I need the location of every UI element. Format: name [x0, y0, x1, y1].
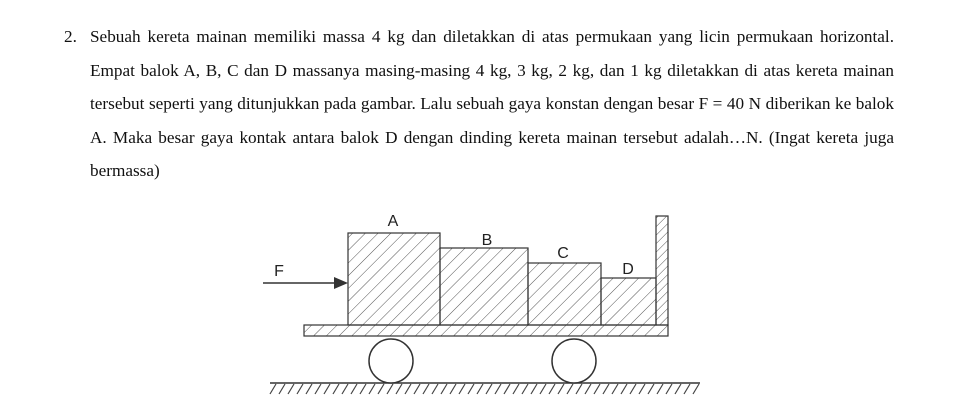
- block-a: [348, 233, 440, 325]
- cart-wall: [656, 216, 668, 325]
- wheel-right: [552, 339, 596, 383]
- problem-number: 2.: [64, 27, 77, 46]
- block-d-label: D: [622, 261, 634, 278]
- block-d: [601, 278, 656, 325]
- block-c: [528, 263, 601, 325]
- block-a-label: A: [387, 213, 399, 230]
- block-c-label: C: [557, 245, 569, 262]
- problem-text: Sebuah kereta mainan memiliki massa 4 kg dan diletakkan di atas permukaan yang licin permukaan horizontal. Empat balok A, B, C dan D massanya masing-masing 4 kg, 3 kg, 2 kg, dan 1 kg diletakkan di atas kereta mainan tersebut seperti yang ditunjukkan pada gambar. Lalu sebuah gaya konstan dengan besar F = 40 N diberikan ke balok A. Maka besar gaya kontak antara balok D dengan dinding kereta mainan tersebut adalah…N. (Ingat kereta juga bermassa): [90, 27, 894, 180]
- force-label: F: [274, 263, 284, 280]
- block-b: [440, 248, 528, 325]
- cart-platform: [304, 325, 668, 336]
- block-b-label: B: [481, 232, 493, 249]
- ground: [270, 383, 700, 394]
- wheel-left: [369, 339, 413, 383]
